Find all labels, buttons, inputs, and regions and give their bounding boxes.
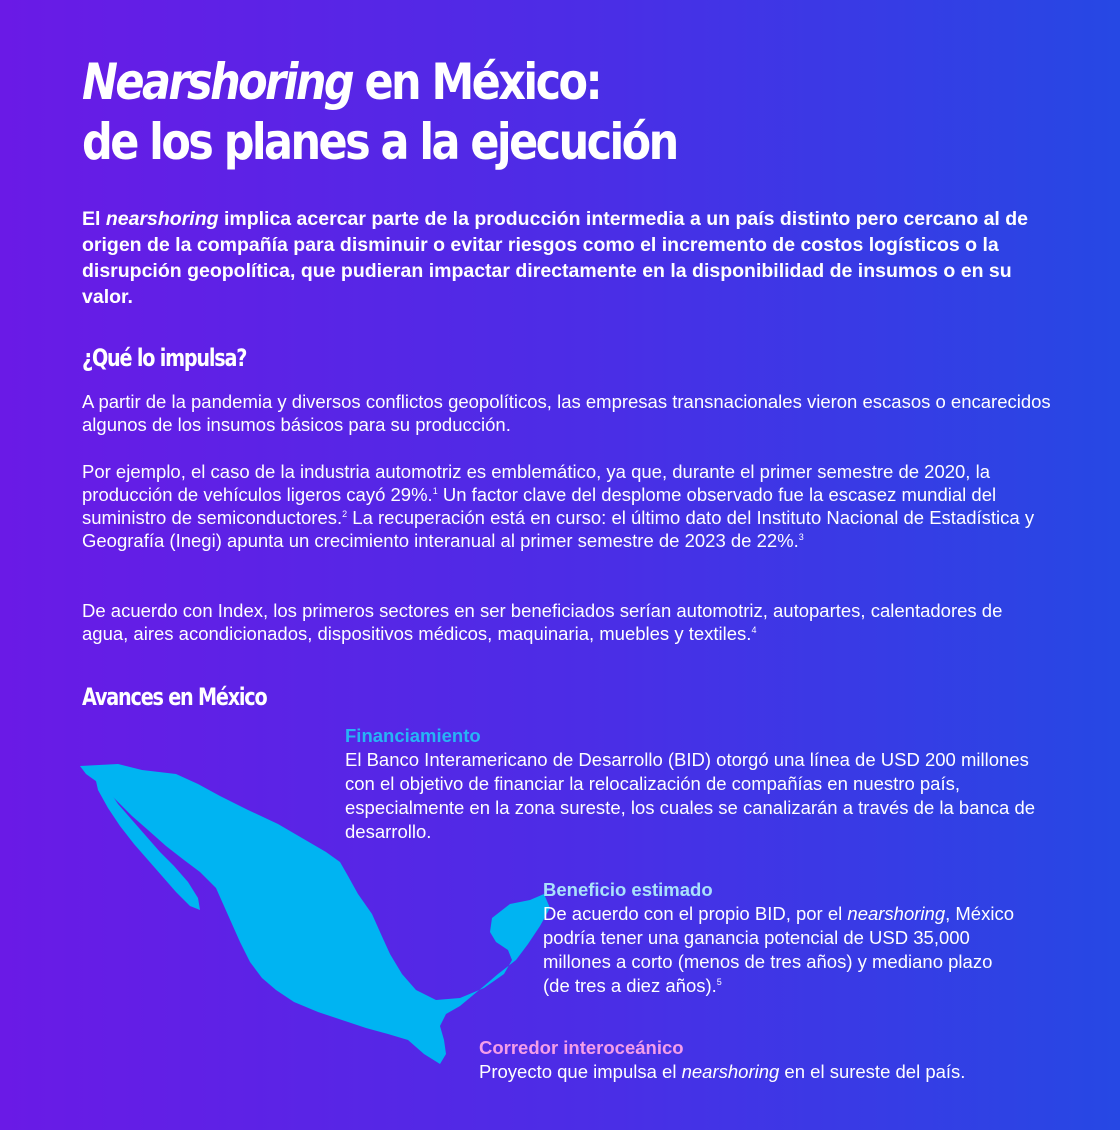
impulsa-p2-part-a: Por ejemplo, el caso de la industria automotriz es emblemático, ya que, durante el primer semestre de 2020, la producción de vehículos ligeros cayó 29%. [82,461,990,505]
footnote-3: 3 [798,531,804,542]
corredor-text-post: en el sureste del país. [779,1061,966,1082]
section-heading-avances: Avances en México [82,683,267,711]
impulsa-p2-part-c: La recuperación está en curso: el último dato del Instituto Nacional de Estadística y Geografía (Inegi) apunta un crecimiento interanual al primer semestre de 2023 de 22%. [82,507,1035,551]
beneficio-label: Beneficio estimado [543,879,713,900]
impulsa-paragraph-2 [82,460,1052,552]
financiamiento-block [345,724,1045,844]
intro-pre: El [82,208,106,230]
title-line-1-rest: en México: [352,53,601,111]
impulsa-paragraph-1: A partir de la pandemia y diversos conflictos geopolíticos, las empresas transnacionales vieron escasos o encarecidos algunos de los insumos básicos para su producción. [82,391,1051,435]
financiamiento-text: El Banco Interamericano de Desarrollo (BID) otorgó una línea de USD 200 millones con el objetivo de financiar la relocalización de compañías en nuestro país, especialmente en la zona sureste, los cuales se canalizarán a través de la banca de desarrollo. [345,749,1036,842]
beneficio-block [543,878,1023,998]
corredor-text-pre: Proyecto que impulsa el [479,1061,682,1082]
page-title [82,52,677,172]
title-italic-word: Nearshoring [82,53,353,111]
title-line-2: de los planes a la ejecución [82,113,677,171]
intro-post: implica acercar parte de la producción intermedia a un país distinto pero cercano al de origen de la compañía para disminuir o evitar riesgos como el incremento de costos logísticos o la disrupción geopolítica, que pudieran impactar directamente en la disponibilidad de insumos o en su valor. [82,208,1029,308]
section-heading-impulsa: ¿Qué lo impulsa? [82,344,247,372]
intro-paragraph [82,206,1042,310]
corredor-text-italic: nearshoring [681,1061,780,1082]
financiamiento-label: Financiamiento [345,725,481,746]
footnote-2: 2 [342,508,348,519]
corredor-label: Corredor interoceánico [479,1037,684,1058]
title-line-1 [82,52,677,112]
beneficio-text-italic: nearshoring [847,903,946,924]
intro-italic: nearshoring [105,208,219,230]
footnote-4: 4 [751,624,757,635]
footnote-5: 5 [716,976,722,987]
footnote-1: 1 [432,485,438,496]
impulsa-p3-text: De acuerdo con Index, los primeros sectores en ser beneficiados serían automotriz, autopartes, calentadores de agua, aires acondicionados, dispositivos médicos, maquinaria, muebles y textiles. [82,600,1003,644]
impulsa-p2-part-b: Un factor clave del desplome observado fue la escasez mundial del suministro de semiconductores. [82,484,997,528]
beneficio-text-post: , México podría tener una ganancia potencial de USD 35,000 millones a corto (menos de tres años) y mediano plazo (de tres a diez años). [543,903,1014,996]
corredor-block [479,1036,1079,1084]
impulsa-paragraph-3 [82,599,1052,645]
beneficio-text-pre: De acuerdo con el propio BID, por el [543,903,848,924]
